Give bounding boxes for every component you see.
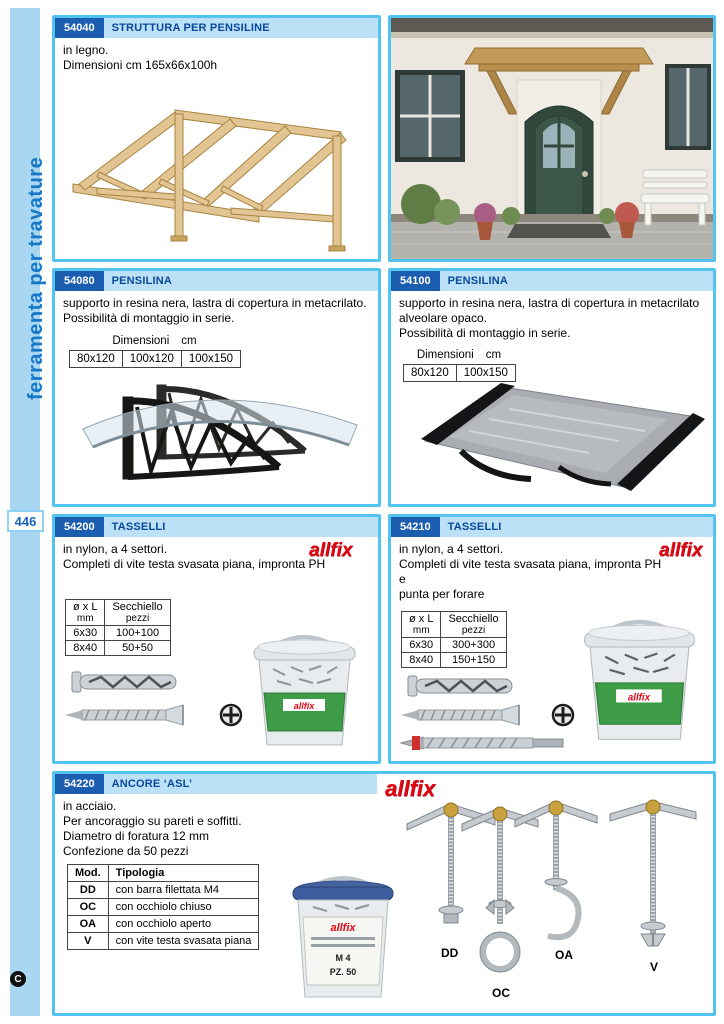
dimension-option: 100x150 <box>181 350 241 368</box>
product-code: 54220 <box>55 774 104 794</box>
left-window <box>395 70 465 162</box>
description-line: Per ancoraggio su pareti e soffitti. <box>63 814 242 828</box>
panel-photo <box>388 15 716 262</box>
screw-bucket-illustration <box>247 617 362 749</box>
anchor-bucket-illustration <box>287 859 399 1001</box>
table-row: OA con occhiolo aperto <box>68 916 259 933</box>
description-line: Dimensioni cm 165x66x100h <box>63 58 218 72</box>
panel-54200-header <box>55 517 378 537</box>
description-line: alveolare opaco. <box>399 311 488 325</box>
table-row: 6x30 100+100 <box>66 626 171 641</box>
panel-54080-header <box>55 271 378 291</box>
bucket-model-label: M 4 <box>335 953 351 963</box>
panel-54040 <box>52 15 381 262</box>
dimension-option: 80x120 <box>69 350 123 368</box>
model-table <box>67 864 259 950</box>
anchor-dd-label: DD <box>441 946 459 960</box>
screw-illustration <box>399 703 539 727</box>
product-code: 54200 <box>55 517 104 537</box>
product-title: STRUTTURA PER PENSILINE <box>111 22 270 34</box>
screw-illustration <box>63 703 203 727</box>
table-row: DD con barra filettata M4 <box>68 882 259 899</box>
bucket-brand-label: allfix <box>330 922 356 934</box>
description-line: punta per forare <box>399 587 485 601</box>
dimension-option: 100x150 <box>456 364 516 382</box>
dimensions-table <box>69 335 240 368</box>
anchor-oa-label: OA <box>555 948 573 962</box>
wood-canopy-frame-illustration <box>63 76 373 256</box>
right-window <box>665 64 711 150</box>
dimensions-label: Dimensioni cm <box>416 349 502 361</box>
bucket-brand-label: allfix <box>627 692 651 704</box>
description-line: in acciaio. <box>63 799 117 813</box>
spec-table <box>65 599 171 656</box>
panel-54200 <box>52 514 381 764</box>
description-line: Diametro di foratura 12 mm <box>63 829 210 843</box>
phillips-head-icon <box>219 703 243 727</box>
product-title: PENSILINA <box>447 275 509 287</box>
spec-col-bucket: Secchiello pezzi <box>441 612 506 638</box>
table-row: 8x40 50+50 <box>66 641 171 656</box>
copyright-mark: C <box>10 971 26 987</box>
panel-54210 <box>388 514 716 764</box>
table-row: 8x40 150+150 <box>402 653 507 668</box>
nylon-plug-illustration <box>407 673 519 699</box>
allfix-logo: allfix <box>309 540 353 561</box>
canopy-dark-illustration <box>409 367 709 502</box>
description-line: in nylon, a 4 settori. <box>399 542 504 556</box>
description-line: Possibilità di montaggio in serie. <box>399 326 571 340</box>
product-title: TASSELLI <box>447 521 502 533</box>
product-title: TASSELLI <box>111 521 166 533</box>
nylon-plug-illustration <box>71 669 183 695</box>
panel-54220-description <box>55 794 305 859</box>
table-row: 6x30 300+300 <box>402 638 507 653</box>
description-line: supporto in resina nera, lastra di copertura in metacrilato <box>399 296 700 310</box>
description-line: Possibilità di montaggio in serie. <box>63 311 235 325</box>
anchor-oa-illustration <box>513 790 599 948</box>
phillips-head-icon <box>551 703 575 727</box>
product-code: 54040 <box>55 18 104 38</box>
spec-table <box>401 611 507 668</box>
panel-54220-header <box>55 774 377 794</box>
table-row: V con vite testa svasata piana <box>68 933 259 950</box>
anchor-v-illustration <box>608 788 698 960</box>
anchor-v-label: V <box>650 960 659 974</box>
bucket-qty-label: PZ. 50 <box>329 967 357 977</box>
panel-54200-description <box>55 537 340 572</box>
panel-54040-description <box>55 38 378 73</box>
product-title: ANCORE ‘ASL’ <box>111 778 193 790</box>
panel-54040-header <box>55 18 378 38</box>
dimension-option: 100x120 <box>122 350 182 368</box>
screw-bucket-illustration <box>577 597 702 747</box>
product-code: 54100 <box>391 271 440 291</box>
description-line: Completi di vite testa svasata piana, impronta PH <box>63 557 326 571</box>
page-number-badge: 446 <box>7 510 44 532</box>
spec-col-bucket: Secchiello pezzi <box>105 600 170 626</box>
house-entrance-photo <box>391 18 713 259</box>
drill-bit-illustration <box>399 733 569 753</box>
panel-54080 <box>52 268 381 507</box>
description-line: in nylon, a 4 settori. <box>63 542 168 556</box>
dimension-option: 80x120 <box>403 364 457 382</box>
dimensions-label: Dimensioni cm <box>112 335 197 347</box>
panel-54100-description <box>391 291 713 341</box>
product-code: 54210 <box>391 517 440 537</box>
table-row: OC con occhiolo chiuso <box>68 899 259 916</box>
panel-54080-description <box>55 291 378 326</box>
sidebar-category-label: ferramenta per travature <box>25 156 47 400</box>
description-line: supporto in resina nera, lastra di copertura in metacrilato. <box>63 296 367 310</box>
type-col-header: Tipologia <box>108 865 259 882</box>
panel-54210-header <box>391 517 713 537</box>
description-line: in legno. <box>63 43 109 57</box>
description-line: Confezione da 50 pezzi <box>63 844 189 858</box>
front-door <box>517 80 601 224</box>
panel-54100-header <box>391 271 713 291</box>
spec-col-size: ø x L mm <box>402 612 441 638</box>
anchor-oc-label: OC <box>492 986 510 1000</box>
spec-col-size: ø x L mm <box>66 600 105 626</box>
panel-54220 <box>52 771 716 1016</box>
description-line: Completi di vite testa svasata piana, impronta PH e <box>399 557 662 586</box>
bucket-brand-label: allfix <box>293 701 315 711</box>
model-col-header: Mod. <box>68 865 109 882</box>
product-title: PENSILINA <box>111 275 173 287</box>
product-code: 54080 <box>55 271 104 291</box>
allfix-logo: allfix <box>659 540 703 561</box>
canopy-clear-illustration <box>61 367 373 505</box>
panel-54210-description <box>391 537 676 602</box>
allfix-logo: allfix <box>385 776 436 801</box>
panel-54100 <box>388 268 716 507</box>
